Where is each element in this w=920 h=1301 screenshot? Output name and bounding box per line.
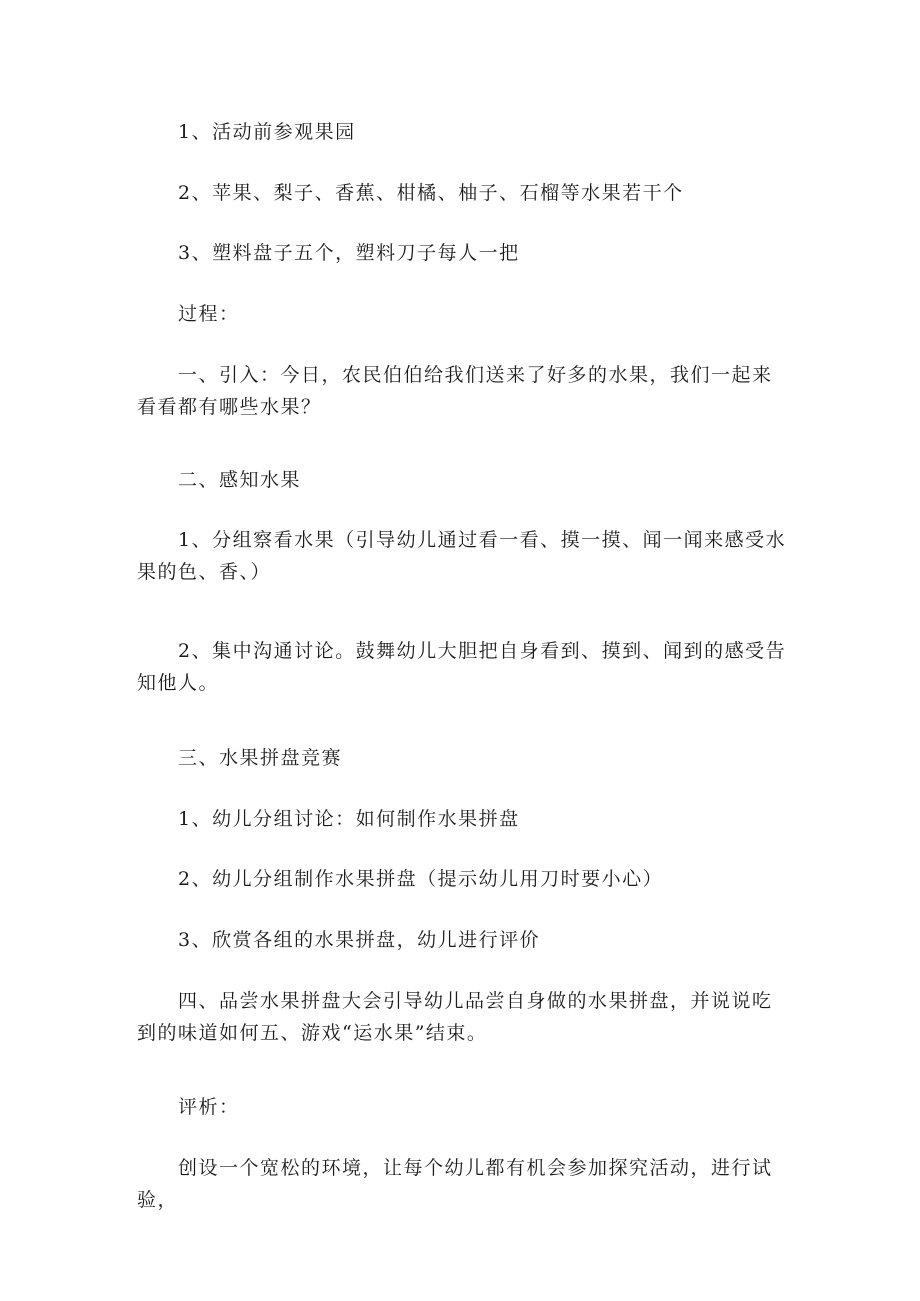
paragraph-step-introduction: 一、引入：今日，农民伯伯给我们送来了好多的水果，我们一起来看看都有哪些水果？ — [137, 364, 773, 418]
paragraph-step-tasting: 四、品尝水果拼盘大会引导幼儿品尝自身做的水果拼盘，并说说吃到的味道如何五、游戏“运水果”结束。 — [137, 990, 773, 1044]
paragraph-analysis-body: 创设一个宽松的环境，让每个幼儿都有机会参加探究活动，进行试验， — [137, 1157, 773, 1211]
paragraph-prep-2: 2、苹果、梨子、香蕉、柑橘、柚子、石榴等水果若干个 — [178, 182, 684, 204]
paragraph-step-perceive-heading: 二、感知水果 — [178, 469, 302, 491]
paragraph-prep-3: 3、塑料盘子五个，塑料刀子每人一把 — [178, 242, 520, 264]
paragraph-perceive-2: 2、集中沟通讨论。鼓舞幼儿大胆把自身看到、摸到、闻到的感受告知他人。 — [137, 640, 787, 694]
paragraph-step-contest-heading: 三、水果拼盘竞赛 — [178, 747, 343, 769]
paragraph-process-heading: 过程： — [178, 303, 240, 325]
paragraph-contest-2: 2、幼儿分组制作水果拼盘（提示幼儿用刀时要小心） — [178, 868, 664, 890]
paragraph-perceive-1: 1、分组察看水果（引导幼儿通过看一看、摸一摸、闻一闻来感受水果的色、香、） — [137, 529, 787, 583]
paragraph-contest-3: 3、欣赏各组的水果拼盘，幼儿进行评价 — [178, 929, 541, 951]
paragraph-prep-1: 1、活动前参观果园 — [178, 121, 356, 143]
paragraph-analysis-heading: 评析： — [178, 1096, 240, 1118]
paragraph-contest-1: 1、幼儿分组讨论：如何制作水果拼盘 — [178, 808, 520, 830]
